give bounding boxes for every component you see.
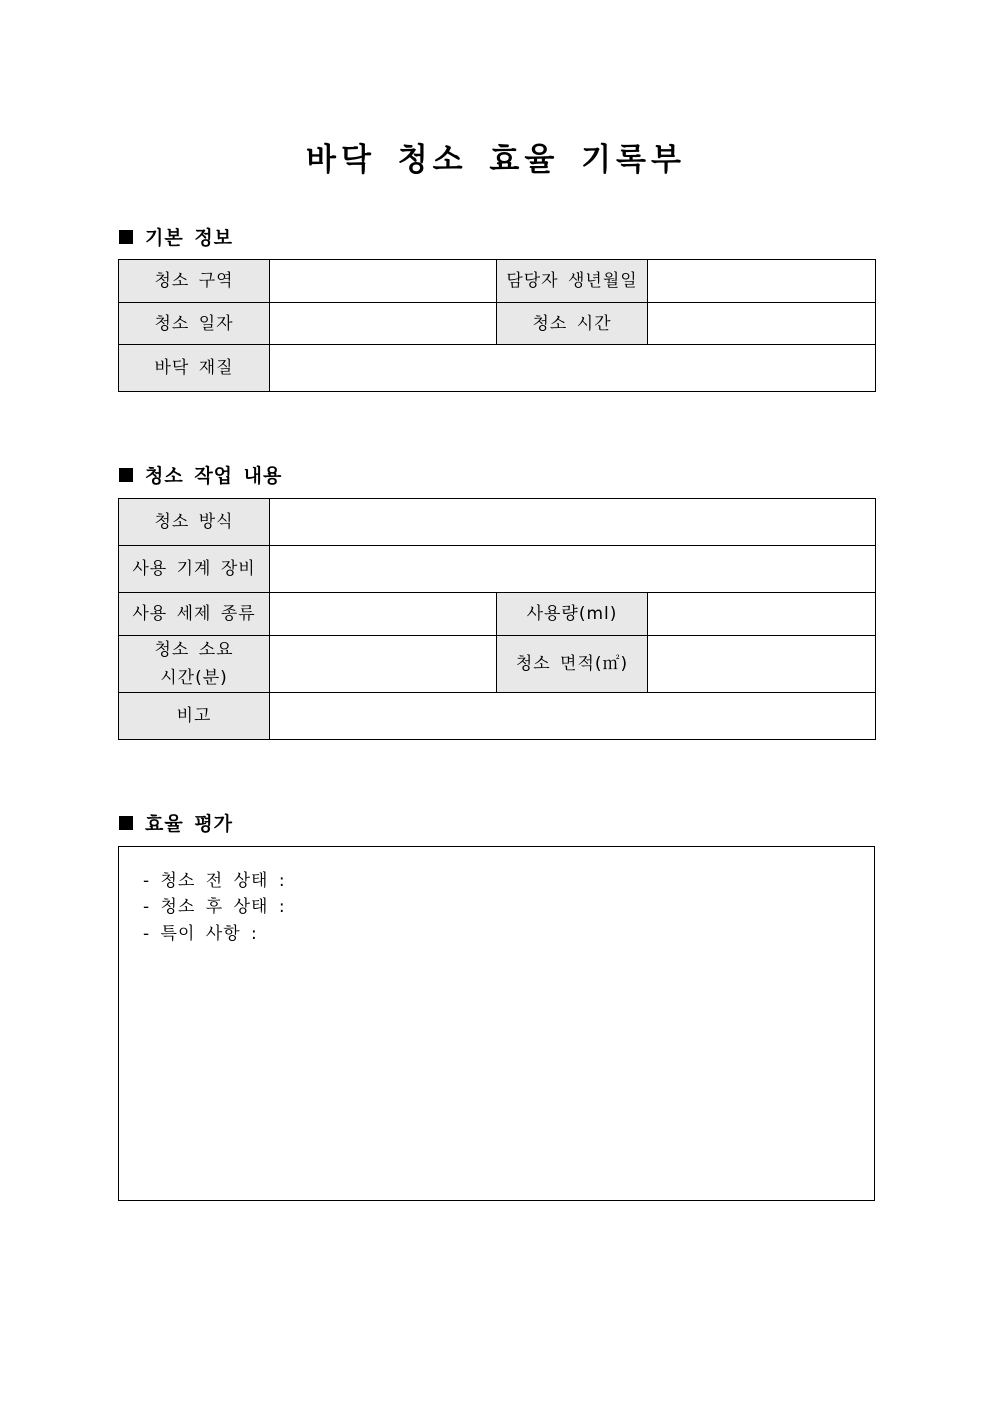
square-bullet-icon — [119, 230, 133, 244]
field-equipment[interactable] — [270, 546, 876, 593]
field-usage-amount[interactable] — [648, 593, 876, 636]
field-cleaning-time[interactable] — [648, 303, 876, 345]
label-cleaning-duration — [119, 636, 270, 693]
field-cleaned-area-size[interactable] — [648, 636, 876, 693]
label-cleaning-duration-line2: 시간(분) — [160, 668, 228, 688]
field-manager-birthdate[interactable] — [648, 260, 876, 303]
section-heading-evaluation — [119, 809, 233, 836]
section-heading-label: 효율 평가 — [145, 813, 234, 835]
label-manager-birthdate: 담당자 생년월일 — [497, 260, 648, 303]
field-cleaning-date[interactable] — [270, 303, 497, 345]
section-heading-label: 청소 작업 내용 — [145, 465, 283, 487]
label-detergent-type: 사용 세제 종류 — [119, 593, 270, 636]
section-heading-label: 기본 정보 — [145, 227, 234, 249]
field-floor-material[interactable] — [270, 345, 876, 392]
square-bullet-icon — [119, 468, 133, 482]
label-cleaned-area-size: 청소 면적(㎡) — [497, 636, 648, 693]
basic-info-table — [118, 259, 876, 392]
section-heading-work — [119, 461, 282, 488]
field-cleaning-method[interactable] — [270, 499, 876, 546]
evaluation-box[interactable] — [118, 846, 875, 1201]
work-details-table — [118, 498, 876, 740]
page-title: 바닥 청소 효율 기록부 — [306, 142, 686, 178]
label-note: 비고 — [119, 693, 270, 740]
eval-line-special-notes: - 특이 사항 : — [143, 924, 258, 944]
field-cleaning-area[interactable] — [270, 260, 497, 303]
label-cleaning-duration-line1: 청소 소요 — [154, 640, 234, 660]
label-cleaning-area: 청소 구역 — [119, 260, 270, 303]
field-note[interactable] — [270, 693, 876, 740]
label-cleaning-method: 청소 방식 — [119, 499, 270, 546]
field-detergent-type[interactable] — [270, 593, 497, 636]
eval-line-after-state: - 청소 후 상태 : — [143, 897, 286, 917]
label-usage-amount: 사용량(ml) — [497, 593, 648, 636]
square-bullet-icon — [119, 816, 133, 830]
label-floor-material: 바닥 재질 — [119, 345, 270, 392]
section-heading-basic — [119, 223, 233, 250]
label-cleaning-time: 청소 시간 — [497, 303, 648, 345]
label-cleaning-date: 청소 일자 — [119, 303, 270, 345]
label-equipment: 사용 기계 장비 — [119, 546, 270, 593]
field-cleaning-duration[interactable] — [270, 636, 497, 693]
eval-line-before-state: - 청소 전 상태 : — [143, 871, 286, 891]
